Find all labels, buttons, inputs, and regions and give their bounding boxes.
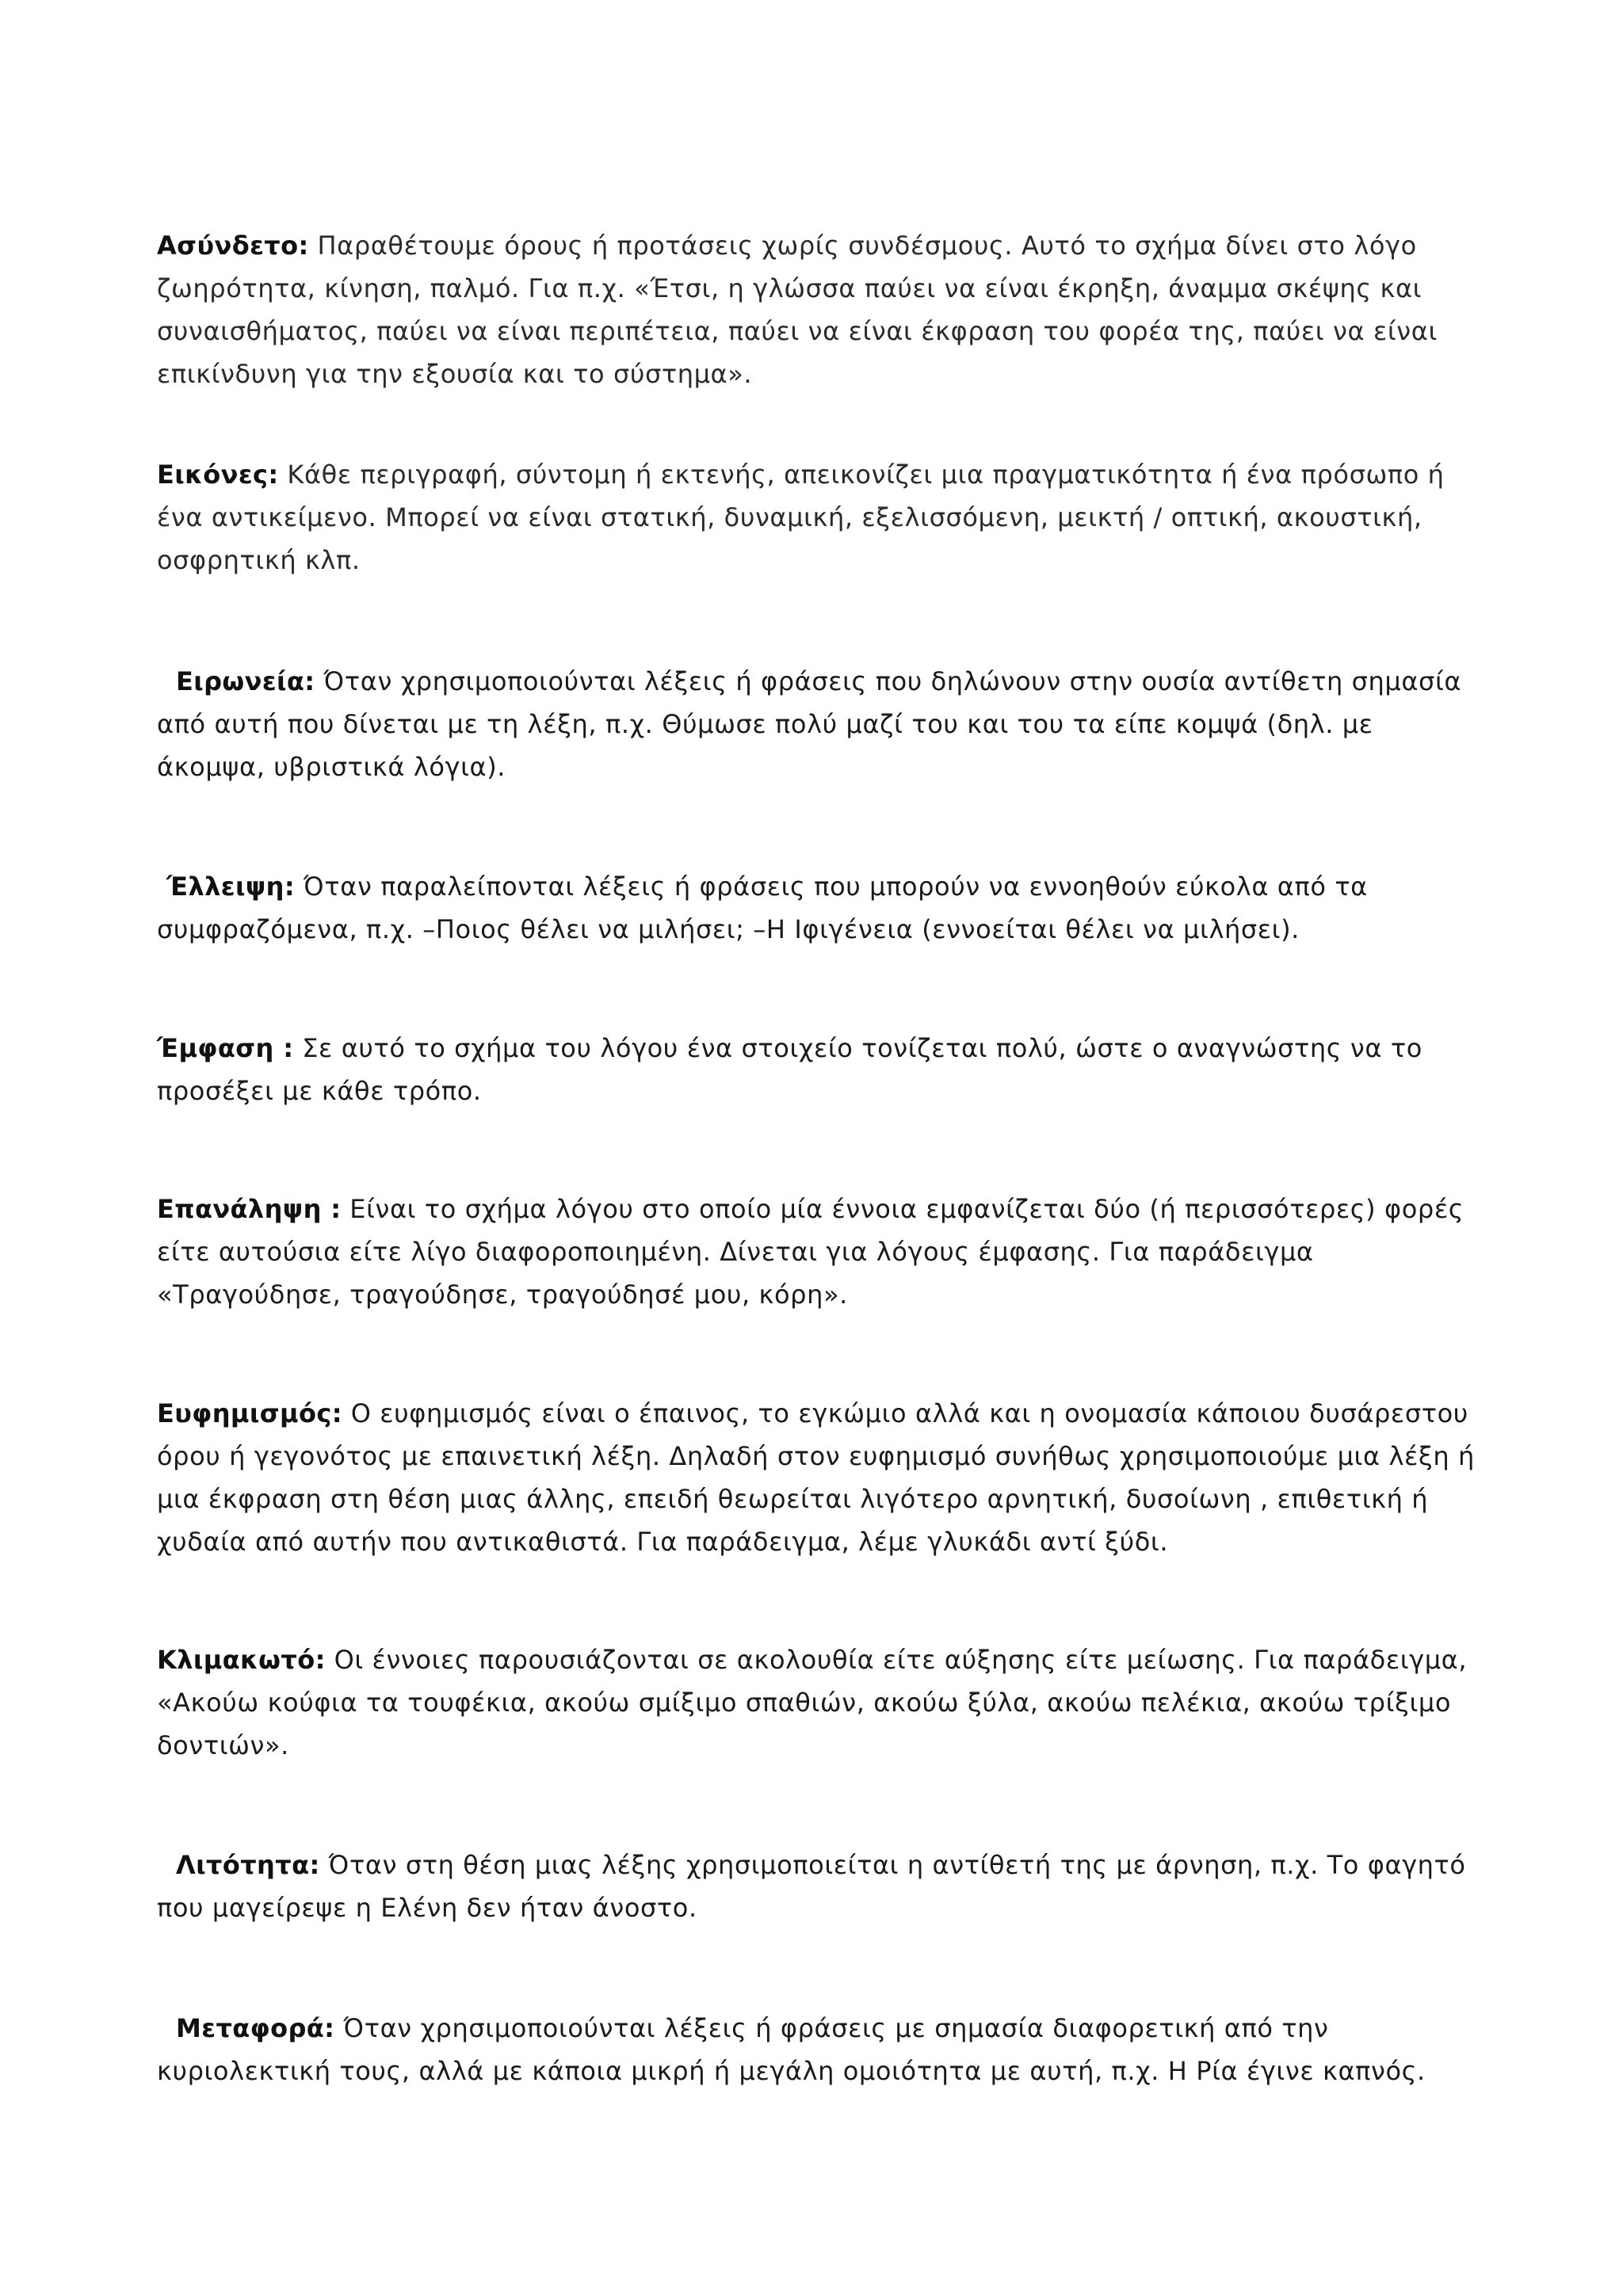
entry-term: Λιτότητα: (176, 1850, 320, 1880)
entry-term: Ευφημισμός: (157, 1398, 342, 1428)
entry-text: Όταν χρησιμοποιούνται λέξεις ή φράσεις που δηλώνουν στην ουσία αντίθετη σημασία από αυτή που δίνεται με τη λέξη, π.χ. Θύμωσε πολύ μαζί του και του τα είπε κομψά (δηλ. με άκομψα, υβριστικά λόγια). (157, 666, 1462, 782)
entry-term: Έμφαση : (157, 1033, 294, 1063)
entry-text: Οι έννοιες παρουσιάζονται σε ακολουθία είτε αύξησης είτε μείωσης. Για παράδειγμα, «Ακούω κούφια τα τουφέκια, ακούω σμίξιμο σπαθιών, ακούω ξύλα, ακούω πελέκια, ακούω τρίξιμο δοντιών». (157, 1645, 1468, 1760)
entry-term: Μεταφορά: (176, 2013, 335, 2043)
entry-eufimismos (157, 1392, 1488, 1563)
entry-text: Ο ευφημισμός είναι ο έπαινος, το εγκώμιο αλλά και η ονομασία κάποιου δυσάρεστου όρου ή γεγονότος με επαινετική λέξη. Δηλαδή στον ευφημισμό συνήθως χρησιμοποιούμε μια λέξη ή μια έκφραση στη θέση μιας άλλης, επειδή θεωρείται λιγότερο αρνητική, δυσοίωνη , επιθετική ή χυδαία από αυτήν που αντικαθιστά. Για παράδειγμα, λέμε γλυκάδι αντί ξύδι. (157, 1398, 1475, 1557)
entry-term: Έλλειψη: (166, 871, 296, 902)
entry-term: Ειρωνεία: (176, 666, 315, 696)
entry-text: Σε αυτό το σχήμα του λόγου ένα στοιχείο τονίζεται πολύ, ώστε ο αναγνώστης να το προσέξει με κάθε τρόπο. (157, 1033, 1423, 1106)
entry-text: Όταν χρησιμοποιούνται λέξεις ή φράσεις με σημασία διαφορετική από την κυριολεκτική τους, αλλά με κάποια μικρή ή μεγάλη ομοιότητα με αυτή, π.χ. Η Ρία έγινε καπνός. (157, 2013, 1426, 2086)
entry-epanalipsi (157, 1188, 1488, 1316)
entry-term: Επανάληψη : (157, 1194, 342, 1224)
entry-litotita (157, 1844, 1488, 1929)
entry-text: Όταν στη θέση μιας λέξης χρησιμοποιείται η αντίθετή της με άρνηση, π.χ. Το φαγητό που μαγείρεψε η Ελένη δεν ήταν άνοστο. (157, 1850, 1466, 1923)
entry-term: Ασύνδετο: (157, 231, 309, 261)
entry-text: Είναι το σχήμα λόγου στο οποίο μία έννοια εμφανίζεται δύο (ή περισσότερες) φορές είτε αυτούσια είτε λίγο διαφοροποιημένη. Δίνεται για λόγους έμφασης. Για παράδειγμα «Τραγούδησε, τραγούδησε, τραγούδησέ μου, κόρη». (157, 1194, 1465, 1310)
entry-emfasi (157, 1027, 1488, 1112)
entry-text: Παραθέτουμε όρους ή προτάσεις χωρίς συνδέσμους. Αυτό το σχήμα δίνει στο λόγο ζωηρότητα, κίνηση, παλμό. Για π.χ. «Έτσι, η γλώσσα παύει να είναι έκρηξη, άναμμα σκέψης και συναισθήματος, παύει να είναι περιπέτεια, παύει να είναι έκφραση του φορέα της, παύει να είναι επικίνδυνη για την εξουσία και το σύστημα». (157, 231, 1438, 389)
entry-asyndeto (157, 224, 1488, 395)
entry-term: Κλιμακωτό: (157, 1645, 326, 1675)
entry-klimakoto (157, 1638, 1488, 1767)
entry-eironeia (157, 660, 1488, 788)
entry-term: Εικόνες: (157, 460, 279, 490)
entry-elleipsi (157, 865, 1488, 951)
entry-eikones (157, 453, 1488, 582)
entry-text: Κάθε περιγραφή, σύντομη ή εκτενής, απεικονίζει μια πραγματικότητα ή ένα πρόσωπο ή ένα αντικείμενο. Μπορεί να είναι στατική, δυναμική, εξελισσόμενη, μεικτή / οπτική, ακουστική, οσφρητική κλπ. (157, 460, 1445, 575)
entry-text: Όταν παραλείπονται λέξεις ή φράσεις που μπορούν να εννοηθούν εύκολα από τα συμφραζόμενα, π.χ. –Ποιος θέλει να μιλήσει; –Η Ιφιγένεια (εννοείται θέλει να μιλήσει). (157, 871, 1368, 944)
entry-metafora (157, 2007, 1488, 2092)
